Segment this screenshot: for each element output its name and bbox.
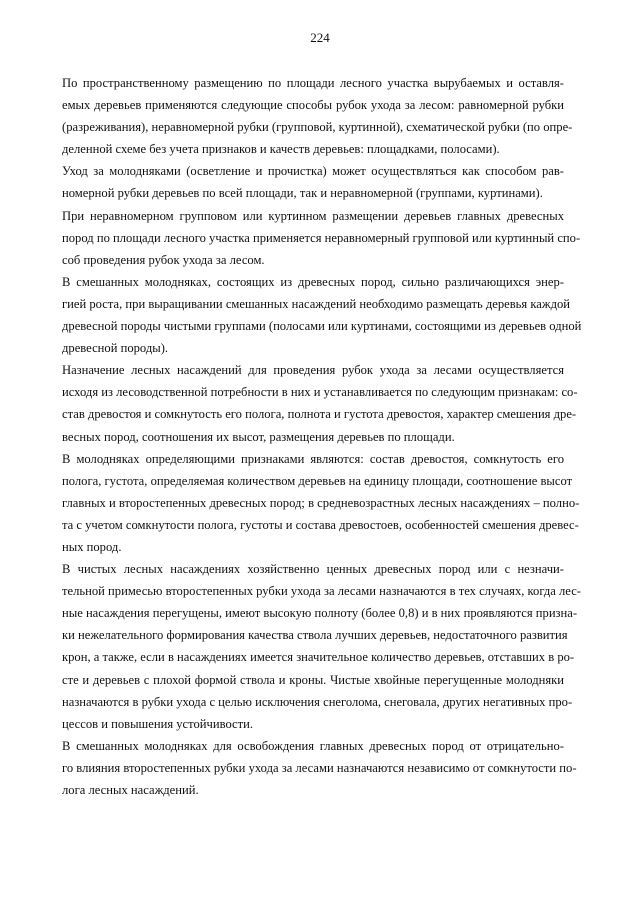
paragraph (62, 735, 577, 801)
text-line: (разреживания), неравномерной рубки (групповой, куртинной), схематической рубки (по опре- (62, 120, 573, 135)
text-line: крон, а также, если в насаждениях имеется значительное количество деревьев, отставших в ро- (62, 650, 575, 665)
body-text (62, 72, 582, 801)
text-line: Назначение лесных насаждений для проведения рубок ухода за лесами осуществляется (62, 363, 564, 378)
text-line: весных пород, соотношения их высот, размещения деревьев по площади. (62, 429, 455, 444)
text-line: назначаются в рубки ухода с целью исключения снеголома, снеговала, других негативных про- (62, 694, 573, 709)
paragraph (62, 205, 581, 271)
text-line: ки нежелательного формирования качества ствола лучших деревьев, недостаточного развития (62, 628, 568, 643)
text-line: деленной схеме без учета признаков и качеств деревьев: площадками, полосами). (62, 142, 500, 157)
text-line: древесной породы). (62, 341, 169, 356)
text-line: соб проведения рубок ухода за лесом. (62, 252, 265, 267)
paragraph (62, 448, 580, 558)
paragraph (62, 359, 578, 447)
text-line: пород по площади лесного участка применяется неравномерный групповой или куртинный спо- (62, 230, 581, 245)
text-line: исходя из лесоводственной потребности в них и устанавливается по следующим признакам: со- (62, 385, 578, 400)
text-line: Уход за молодняками (осветление и прочистка) может осуществляться как способом рав- (62, 164, 564, 179)
text-line: цессов и повышения устойчивости. (62, 716, 254, 731)
text-line: древесной породы чистыми группами (полосами или куртинами, состоящими из деревьев одной (62, 319, 582, 334)
text-line: При неравномерном групповом или куртинном размещении деревьев главных древесных (62, 208, 564, 223)
text-line: В чистых лесных насаждениях хозяйственно ценных древесных пород или с незначи- (62, 562, 564, 577)
paragraph (62, 558, 581, 735)
text-line: В смешанных молодняках, состоящих из древесных пород, сильно различающихся энер- (62, 274, 564, 289)
text-line: тельной примесью второстепенных рубки ухода за лесами назначаются в тех случаях, когда лес- (62, 584, 581, 599)
text-line: В смешанных молодняках для освобождения главных древесных пород от отрицательно- (62, 738, 564, 753)
text-line: та с учетом сомкнутости полога, густоты и состава древостоев, особенностей смешения древес- (62, 517, 579, 532)
text-line: емых деревьев применяются следующие способы рубок ухода за лесом: равномерной рубки (62, 98, 564, 113)
text-line: ные насаждения перегущены, имеют высокую полноту (более 0,8) и в них проявляются призна- (62, 606, 578, 621)
text-line: главных и второстепенных древесных пород; в средневозрастных лесных насаждениях – полно- (62, 495, 580, 510)
text-line: став древостоя и сомкнутость его полога, полнота и густота древостоя, характер смешения дре- (62, 407, 577, 422)
text-line: ных пород. (62, 539, 122, 554)
text-line: гией роста, при выращивании смешанных насаждений необходимо размещать деревья каждой (62, 296, 571, 311)
text-line: полога, густота, определяемая количеством деревьев на единицу площади, соотношение высот (62, 473, 573, 488)
paragraph (62, 72, 573, 160)
paragraph (62, 160, 564, 204)
text-line: номерной рубки деревьев по всей площади, так и неравномерной (группами, куртинами). (62, 186, 543, 201)
text-line: лога лесных насаждений. (62, 783, 199, 797)
paragraph (62, 271, 582, 359)
text-line: го влияния второстепенных рубки ухода за лесами назначаются независимо от сомкнутости по- (62, 760, 577, 775)
text-line: По пространственному размещению по площади лесного участка вырубаемых и оставля- (62, 76, 564, 90)
page-number: 224 (310, 30, 330, 45)
text-line: В молодняках определяющими признаками являются: состав древостоя, сомкнутость его (62, 451, 564, 466)
text-line: сте и деревьев с плохой формой ствола и кроны. Чистые хвойные перегущенные молодняки (62, 672, 564, 687)
